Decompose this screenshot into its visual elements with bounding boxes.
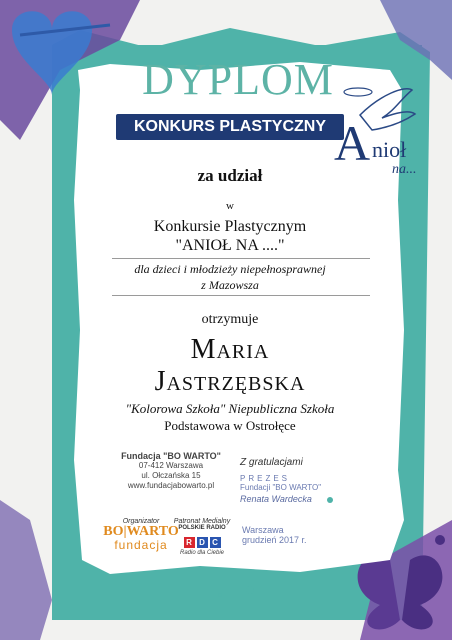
stamp-web: www.fundacjabowarto.pl [127,481,215,490]
patron-label: Patronat Medialny [173,518,231,525]
organizer-label: Organizator [122,518,160,525]
date-block [242,525,322,545]
contest-label: Konkursie Plastycznym [153,218,307,235]
angel-logo-word: nioł [372,137,407,162]
rdc-letter: C [210,537,221,548]
president-name: Renata Wardecka [240,494,312,504]
school-line-2: Podstawowa w Ostrołęce [164,418,296,433]
stamp-street: ul. Ołczańska 15 [141,471,201,480]
audience-line: dla dzieci i młodzieży niepełnosprawnej [134,262,326,276]
signature-block [240,457,360,504]
divider [112,258,370,259]
patron-slogan: Radio dla Ciebie [179,550,225,556]
rdc-letter: D [197,537,208,548]
participation-heading: za udział [197,166,263,185]
greeting: Z gratulacjami [240,457,303,468]
angel-logo-letter: A [334,115,371,171]
president-title: PREZES [240,474,291,483]
divider [112,295,370,296]
rdc-letter: R [184,537,195,548]
foundation-stamp [116,451,226,491]
president-org: Fundacji "BO WARTO" [240,483,322,492]
recipient-last-name: Jastrzębska [154,366,306,397]
issue-date: grudzień 2017 r. [242,535,307,545]
patron-radio: POLSKIE RADIO [178,525,226,531]
diploma-title: DYPLOM [142,55,334,104]
receives-label: otrzymuje [201,312,259,327]
place: Warszawa [242,525,284,535]
contest-name: "ANIOŁ NA ...." [175,237,285,254]
region-line: z Mazowsza [201,278,259,292]
stamp-name: Fundacja "BO WARTO" [121,451,221,461]
organizer-sub: fundacja [114,538,168,552]
rdc-logo [183,532,222,550]
angel-logo-na: na... [392,162,417,177]
stamp-city: 07-412 Warszawa [138,461,204,470]
school-line-1: "Kolorowa Szkoła" Niepubliczna Szkoła [125,401,335,416]
contest-banner: KONKURS PLASTYCZNY [116,114,344,140]
recipient-first-name: Maria [190,334,270,365]
organizer-name: BO|WARTO [103,524,179,539]
media-patron-logo [172,518,232,556]
preposition-w: w [226,200,234,212]
